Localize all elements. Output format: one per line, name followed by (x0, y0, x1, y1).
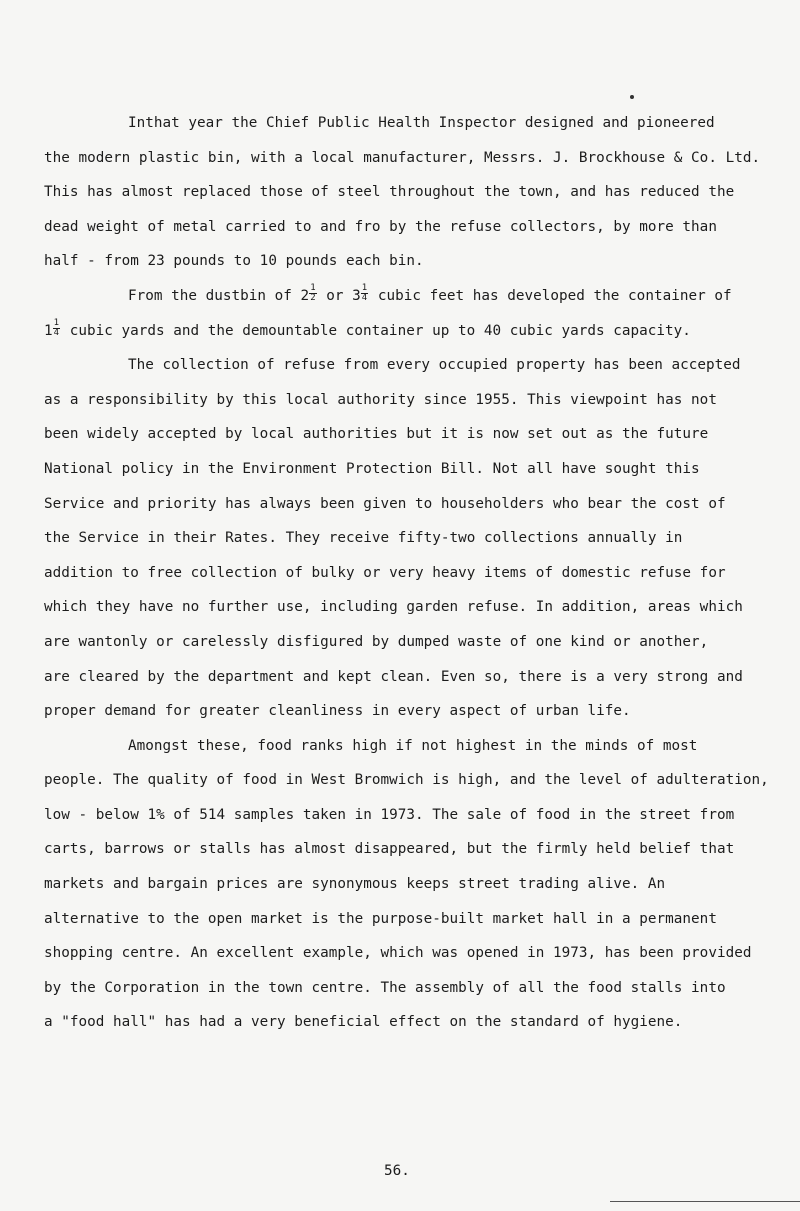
text-line: dead weight of metal carried to and fro by the refuse collectors, by more than (44, 218, 717, 235)
text-line: addition to free collection of bulky or very heavy items of domestic refuse for (44, 564, 726, 581)
text-segment: From the dustbin of 2 (128, 287, 310, 304)
text-line: been widely accepted by local authorities but it is now set out as the future (44, 426, 709, 443)
text-line (44, 279, 794, 314)
fraction (53, 319, 60, 338)
fraction-denominator: 2 (310, 293, 316, 304)
text-line: shopping centre. An excellent example, which was opened in 1973, has been provided (44, 945, 752, 962)
text-line: This has almost replaced those of steel throughout the town, and has reduced the (44, 184, 735, 201)
text-line: are wantonly or carelessly disfigured by dumped waste of one kind or another, (44, 633, 709, 650)
text-line: are cleared by the department and kept clean. Even so, there is a very strong and (44, 668, 743, 685)
text-segment: cubic feet has developed the container of (369, 287, 732, 304)
text-line: which they have no further use, including garden refuse. In addition, areas which (44, 599, 743, 616)
text-line: the Service in their Rates. They receive fifty-two collections annually in (44, 530, 683, 547)
fraction-numerator: 1 (53, 318, 60, 329)
text-line: Service and priority has always been given to householders who bear the cost of (44, 495, 726, 512)
text-line: people. The quality of food in West Bromwich is high, and the level of adulteration, (44, 772, 769, 789)
fraction-denominator: 4 (53, 328, 60, 339)
text-line: carts, barrows or stalls has almost disappeared, but the firmly held belief that (44, 841, 735, 858)
text-line: as a responsibility by this local authority since 1955. This viewpoint has not (44, 391, 717, 408)
text-line: proper demand for greater cleanliness in every aspect of urban life. (44, 703, 631, 720)
fraction-numerator: 1 (361, 283, 368, 294)
text-line: by the Corporation in the town centre. The assembly of all the food stalls into (44, 979, 726, 996)
text-line: The collection of refuse from every occupied property has been accepted (128, 357, 741, 374)
text-line (44, 314, 794, 349)
body-text (44, 106, 794, 1040)
text-line: Amongst these, food ranks high if not highest in the minds of most (128, 737, 698, 754)
page-number: 56. (384, 1163, 410, 1179)
text-line: half - from 23 pounds to 10 pounds each bin. (44, 253, 424, 270)
text-segment: cubic yards and the demountable container up to 40 cubic yards capacity. (61, 322, 691, 339)
fraction (309, 284, 316, 303)
fraction-denominator: 4 (361, 293, 368, 304)
speck-mark (630, 95, 634, 99)
fraction (361, 284, 368, 303)
text-line: a "food hall" has had a very beneficial effect on the standard of hygiene. (44, 1014, 683, 1031)
text-line: National policy in the Environment Protection Bill. Not all have sought this (44, 460, 700, 477)
fraction-numerator: 1 (310, 283, 316, 294)
text-segment: 1 (44, 322, 53, 339)
text-line: Inthat year the Chief Public Health Inspector designed and pioneered (128, 115, 715, 131)
text-line: the modern plastic bin, with a local manufacturer, Messrs. J. Brockhouse & Co. Ltd. (44, 149, 761, 166)
text-line: markets and bargain prices are synonymous keeps street trading alive. An (44, 876, 666, 893)
text-segment: or 3 (317, 287, 361, 304)
text-line: alternative to the open market is the purpose-built market hall in a permanent (44, 910, 717, 927)
text-line: low - below 1% of 514 samples taken in 1973. The sale of food in the street from (44, 806, 735, 823)
bottom-rule (610, 1201, 800, 1202)
